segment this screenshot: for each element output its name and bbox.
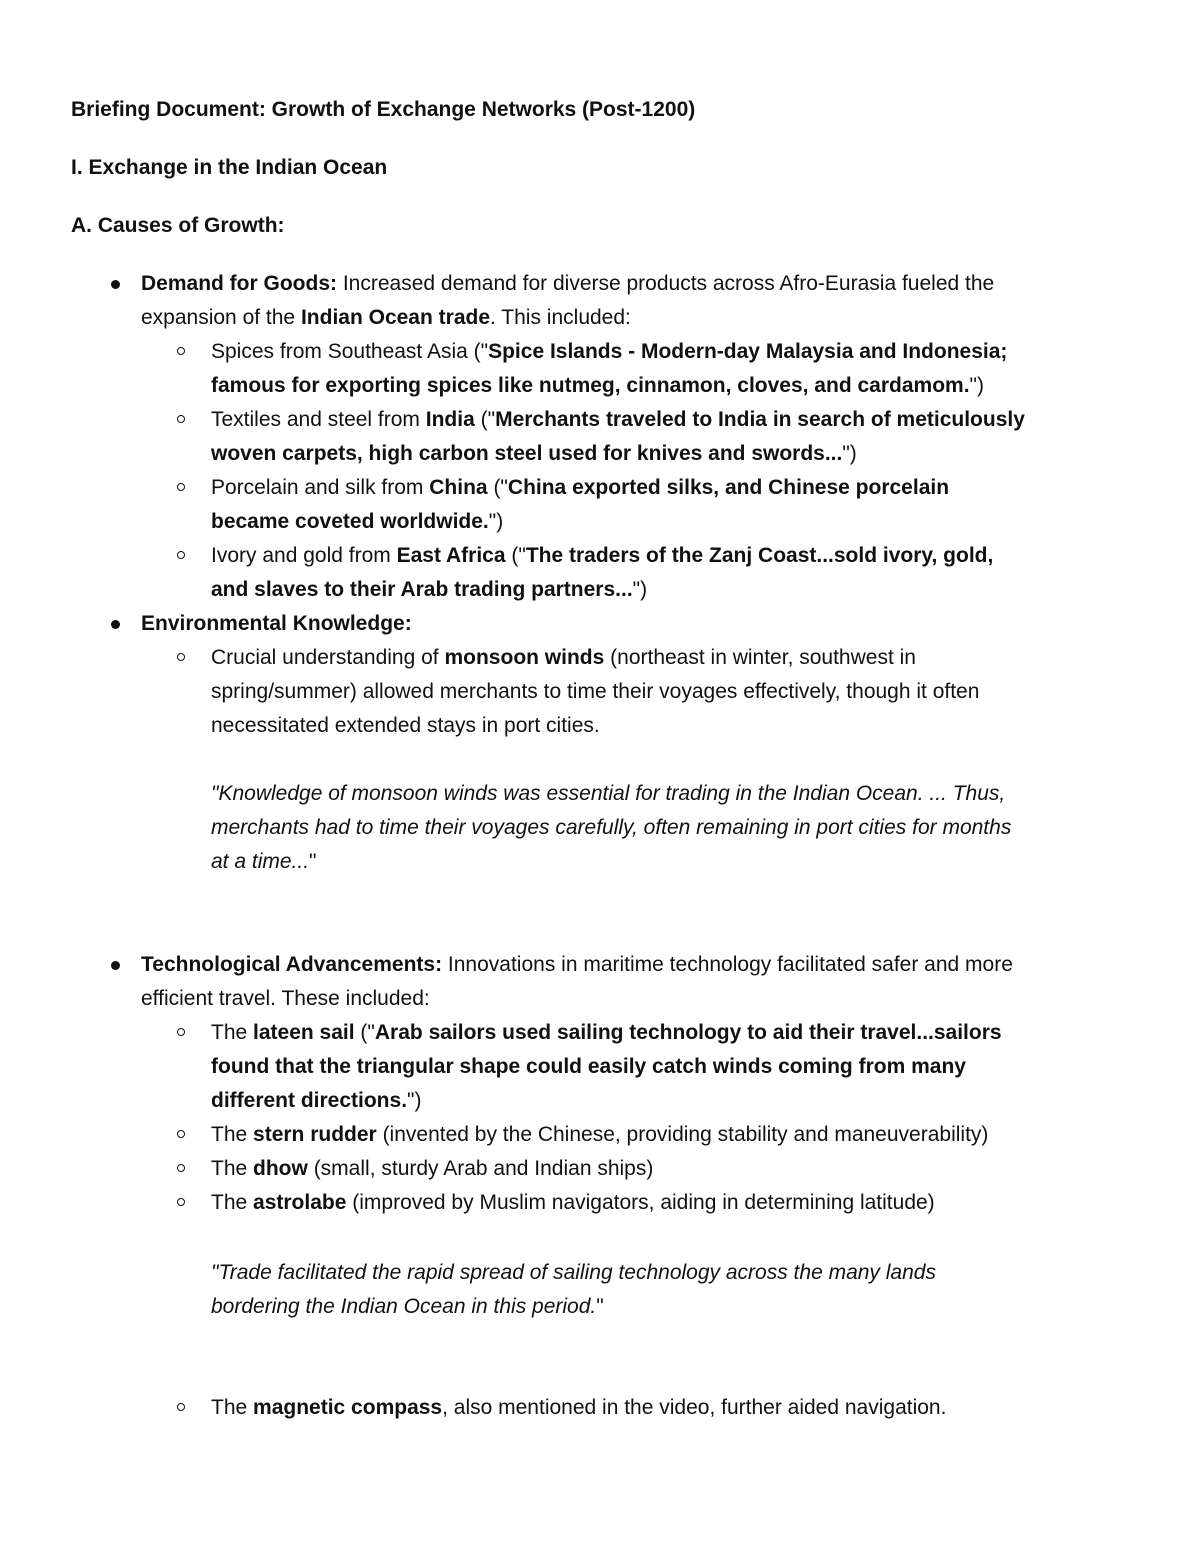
lateen-line-2: found that the triangular shape could easily catch winds coming from many [211, 1055, 966, 1078]
rudder-text-c: (invented by the Chinese, providing stability and maneuverability) [376, 1123, 989, 1146]
compass-text-a: The [211, 1396, 254, 1419]
lateen-text-g: ") [407, 1089, 422, 1112]
monsoon-quote-line-1: "Knowledge of monsoon winds was essential for trading in the Indian Ocean. ... Thus, [211, 782, 1006, 805]
sub-bullet-monsoon [177, 653, 185, 661]
ivory-text-b: East Africa [396, 544, 506, 567]
demand-text-2c: . This included: [490, 306, 631, 329]
demand-text-1: Increased demand for diverse products across Afro-Eurasia fueled the [337, 272, 995, 295]
demand-line-2 [141, 301, 631, 335]
porcelain-text-b: China [429, 476, 488, 499]
environment-text-1c: (northeast in winter, southwest in [604, 646, 916, 669]
spices-text-d: ") [969, 374, 984, 397]
porcelain-text-e: became coveted worldwide. [211, 510, 489, 533]
monsoon-quote-text-3b: " [309, 850, 317, 873]
sub-bullet-spices [177, 347, 185, 355]
demand-label: Demand for Goods: [141, 272, 338, 295]
environment-text-1a: Crucial understanding of [211, 646, 445, 669]
technology-text-1: Innovations in maritime technology facilitated safer and more [442, 953, 1013, 976]
ivory-text-f: ") [632, 578, 648, 601]
textiles-text-e: woven carpets, high carbon steel used for knives and swords... [211, 442, 843, 465]
environment-line-2: spring/summer) allowed merchants to time their voyages effectively, though it often [211, 680, 980, 703]
compass-line [211, 1391, 946, 1425]
environment-label: Environmental Knowledge: [141, 612, 412, 635]
compass-text-c: , also mentioned in the video, further aided navigation. [442, 1396, 947, 1419]
porcelain-text-f: ") [488, 510, 504, 533]
bullet-demand [111, 280, 120, 289]
sub-bullet-astrolabe [177, 1198, 185, 1206]
spices-line-2 [211, 369, 984, 403]
sub-bullet-textiles [177, 415, 185, 423]
demand-line-1 [141, 267, 994, 301]
dhow-text-c: (small, sturdy Arab and Indian ships) [307, 1157, 654, 1180]
rudder-line [211, 1118, 988, 1152]
porcelain-line-2 [211, 505, 503, 539]
sub-bullet-ivory [177, 551, 185, 559]
bullet-environment [111, 620, 120, 629]
monsoon-quote-line-3 [211, 845, 317, 879]
spices-line-1 [211, 335, 1007, 369]
textiles-text-b: India [425, 408, 475, 431]
astrolabe-text-a: The [211, 1191, 254, 1214]
technology-label: Technological Advancements: [141, 953, 443, 976]
lateen-line-3 [211, 1084, 421, 1118]
spices-text-c: famous for exporting spices like nutmeg, cinnamon, cloves, and cardamom. [211, 374, 970, 397]
ivory-text-e: and slaves to their Arab trading partners... [211, 578, 633, 601]
textiles-line-2 [211, 437, 857, 471]
sub-bullet-compass [177, 1403, 185, 1411]
sailing-quote-text-2b: " [596, 1295, 604, 1318]
sub-bullet-rudder [177, 1130, 185, 1138]
ivory-text-a: Ivory and gold from [211, 544, 397, 567]
lateen-text-b: lateen sail [253, 1021, 355, 1044]
lateen-text-d: Arab sailors used sailing technology to aid their travel...sailors [374, 1021, 1002, 1044]
ivory-line-1 [211, 539, 993, 573]
sailing-quote-line-2 [211, 1290, 604, 1324]
porcelain-text-c: (" [487, 476, 508, 499]
textiles-text-a: Textiles and steel from [211, 408, 426, 431]
monsoon-quote-text-3a: at a time... [211, 850, 310, 873]
section-heading-i: I. Exchange in the Indian Ocean [71, 156, 388, 179]
porcelain-line-1 [211, 471, 949, 505]
lateen-text-c: (" [354, 1021, 375, 1044]
porcelain-text-a: Porcelain and silk from [211, 476, 430, 499]
textiles-text-f: ") [842, 442, 857, 465]
rudder-text-b: stern rudder [253, 1123, 377, 1146]
textiles-line-1 [211, 403, 1025, 437]
demand-text-2a: expansion of the [141, 306, 301, 329]
sub-bullet-dhow [177, 1164, 185, 1172]
compass-text-b: magnetic compass [253, 1396, 443, 1419]
spices-text-a: Spices from Southeast Asia (" [211, 340, 489, 363]
sailing-quote-text-2a: bordering the Indian Ocean in this period. [211, 1295, 597, 1318]
lateen-line-1 [211, 1016, 1002, 1050]
astrolabe-text-c: (improved by Muslim navigators, aiding in determining latitude) [346, 1191, 935, 1214]
spices-text-b: Spice Islands - Modern-day Malaysia and Indonesia; [488, 340, 1008, 363]
rudder-text-a: The [211, 1123, 254, 1146]
ivory-text-c: (" [505, 544, 526, 567]
astrolabe-text-b: astrolabe [253, 1191, 347, 1214]
environment-line-1 [211, 641, 916, 675]
textiles-text-d: Merchants traveled to India in search of meticulously [495, 408, 1025, 431]
sailing-quote-line-1: "Trade facilitated the rapid spread of sailing technology across the many lands [211, 1261, 936, 1284]
sub-bullet-lateen [177, 1028, 185, 1036]
porcelain-text-d: China exported silks, and Chinese porcelain [507, 476, 950, 499]
monsoon-winds: monsoon winds [444, 646, 605, 669]
lateen-text-f: different directions. [211, 1089, 408, 1112]
dhow-text-a: The [211, 1157, 254, 1180]
dhow-line [211, 1152, 653, 1186]
bullet-technology [111, 961, 120, 970]
dhow-text-b: dhow [253, 1157, 308, 1180]
section-heading-a: A. Causes of Growth: [71, 214, 285, 237]
astrolabe-line [211, 1186, 935, 1220]
lateen-text-a: The [211, 1021, 254, 1044]
indian-ocean-trade: Indian Ocean trade [300, 306, 491, 329]
document-title: Briefing Document: Growth of Exchange Networks (Post-1200) [71, 98, 696, 121]
sub-bullet-porcelain [177, 483, 185, 491]
environment-line-3: necessitated extended stays in port cities. [211, 714, 600, 737]
technology-line-1 [141, 948, 1013, 982]
textiles-text-c: (" [474, 408, 496, 431]
ivory-line-2 [211, 573, 647, 607]
ivory-text-d: The traders of the Zanj Coast...sold ivory, gold, [525, 544, 994, 567]
technology-line-2: efficient travel. These included: [141, 987, 430, 1010]
monsoon-quote-line-2: merchants had to time their voyages carefully, often remaining in port cities for months [211, 816, 1012, 839]
